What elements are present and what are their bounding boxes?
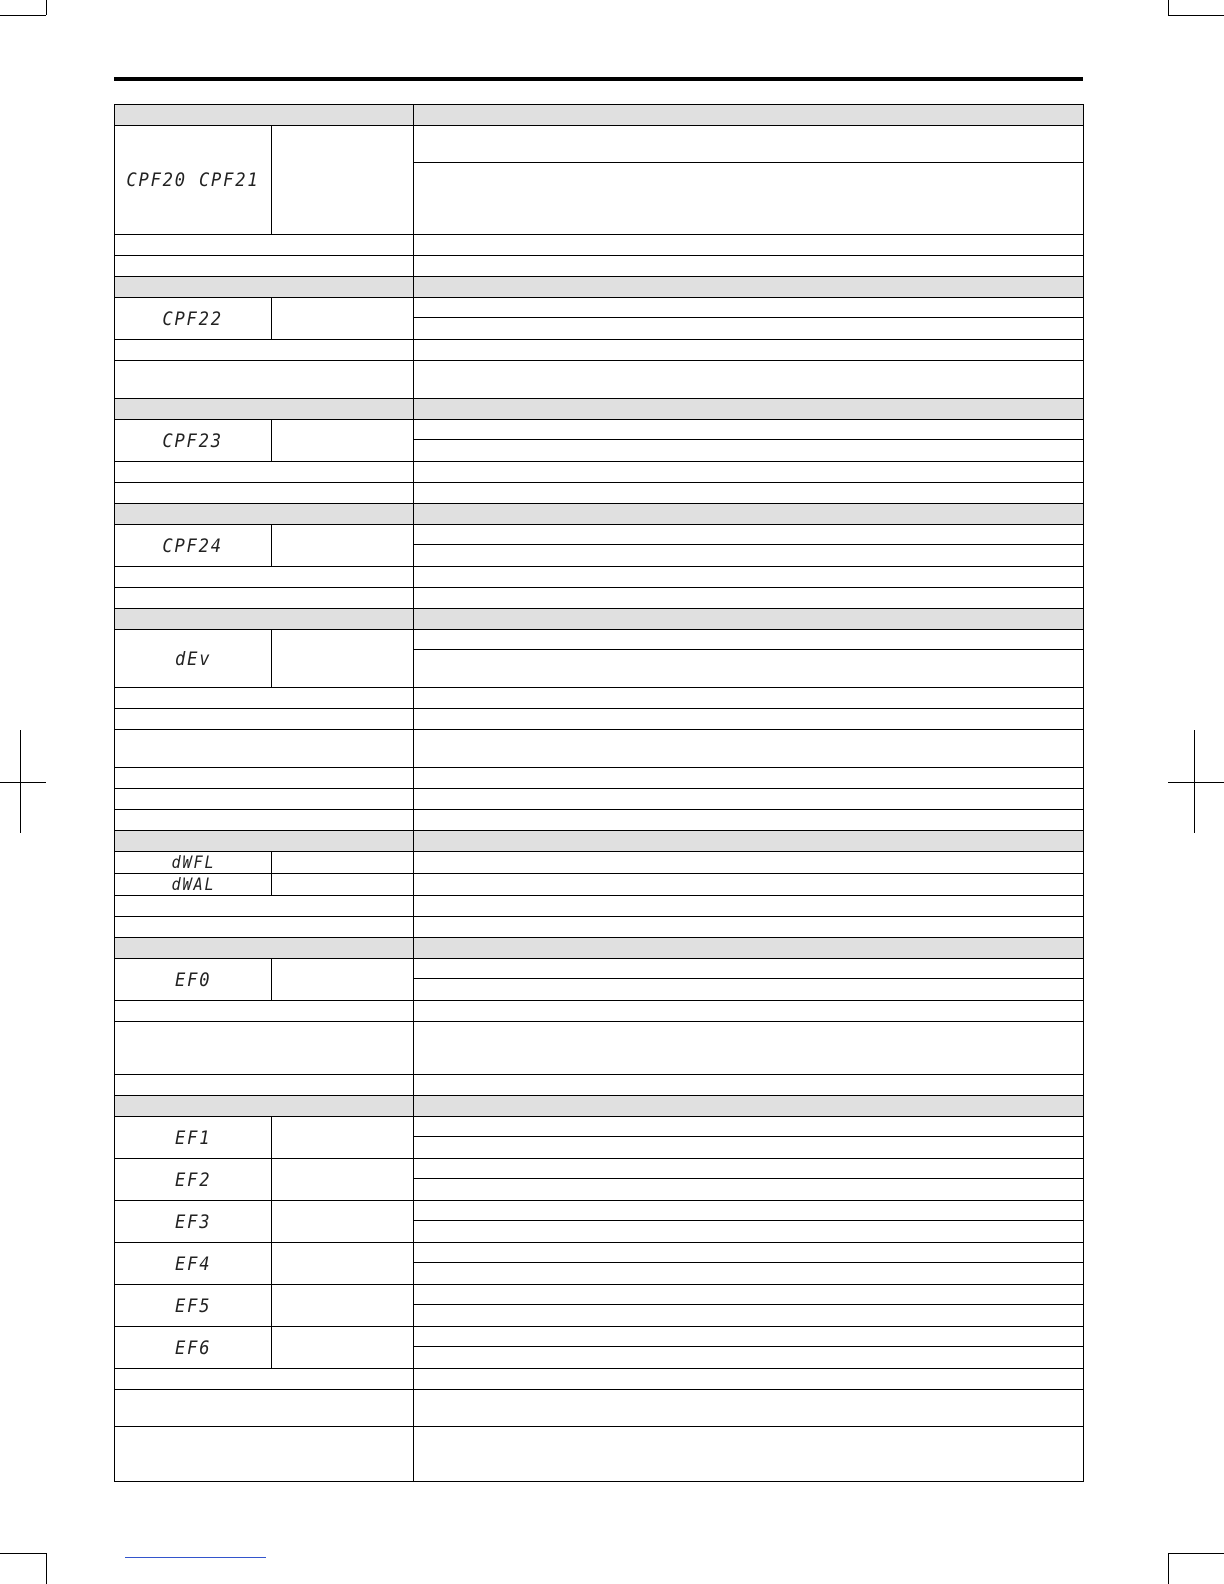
cause-row — [115, 688, 1084, 709]
fault-code-display: EF0 — [174, 968, 212, 991]
cause-row — [115, 896, 1084, 917]
fault-row — [115, 525, 1084, 567]
cause-row — [115, 340, 1084, 361]
section-header-row — [115, 609, 1084, 630]
crop-mark — [46, 1553, 47, 1584]
fault-code-display: EF6 — [174, 1336, 212, 1359]
fault-code-display: dWFL — [170, 852, 216, 873]
fault-code-display: dWAL — [170, 874, 216, 895]
section-header-row — [115, 277, 1084, 298]
cause-row — [115, 730, 1084, 768]
fault-code-display: EF4 — [174, 1252, 212, 1275]
crop-mark — [1168, 1553, 1169, 1584]
table-header-row — [115, 105, 1084, 126]
cause-row — [115, 588, 1084, 609]
cause-row — [115, 361, 1084, 399]
fault-code-display: EF3 — [174, 1210, 212, 1233]
crop-mark — [46, 0, 47, 15]
fault-code-display: EF2 — [174, 1168, 212, 1191]
crop-mark — [1168, 1553, 1224, 1554]
fault-code-display: dEv — [174, 647, 212, 670]
footer-link-underline[interactable] — [125, 1557, 266, 1558]
cause-row — [115, 917, 1084, 938]
cause-row — [115, 1427, 1084, 1482]
cause-row — [115, 235, 1084, 256]
cause-row — [115, 1390, 1084, 1427]
section-header-row — [115, 831, 1084, 852]
cause-row — [115, 768, 1084, 789]
fault-row — [115, 1159, 1084, 1201]
cause-row — [115, 709, 1084, 730]
crop-mark — [1194, 730, 1195, 833]
fault-row — [115, 852, 1084, 874]
fault-row — [115, 126, 1084, 235]
crop-mark — [1168, 782, 1224, 783]
fault-table — [114, 104, 1084, 1482]
crop-mark — [0, 1553, 46, 1554]
fault-row — [115, 298, 1084, 340]
cause-row — [115, 256, 1084, 277]
fault-row — [115, 1201, 1084, 1243]
fault-row — [115, 1285, 1084, 1327]
fault-row — [115, 1117, 1084, 1159]
section-header-row — [115, 938, 1084, 959]
cause-row — [115, 1369, 1084, 1390]
crop-mark — [20, 730, 21, 833]
fault-row — [115, 1243, 1084, 1285]
fault-code-display: CPF22 — [162, 307, 224, 330]
fault-code-display: CPF20 CPF21 — [126, 169, 260, 191]
cause-row — [115, 1075, 1084, 1096]
section-header-row — [115, 504, 1084, 525]
fault-row — [115, 630, 1084, 688]
fault-code-display: CPF24 — [162, 534, 224, 557]
crop-mark — [0, 782, 46, 783]
header-rule — [114, 77, 1083, 81]
fault-row — [115, 874, 1084, 896]
cause-row — [115, 789, 1084, 810]
fault-row — [115, 420, 1084, 462]
section-header-row — [115, 1096, 1084, 1117]
cause-row — [115, 567, 1084, 588]
cause-row — [115, 462, 1084, 483]
fault-code-display: CPF23 — [162, 429, 224, 452]
fault-row — [115, 1327, 1084, 1369]
crop-mark — [1168, 15, 1224, 16]
crop-mark — [1168, 0, 1169, 15]
fault-code-display: EF1 — [174, 1126, 212, 1149]
cause-row — [115, 810, 1084, 831]
fault-code-display: EF5 — [174, 1294, 212, 1317]
section-header-row — [115, 399, 1084, 420]
cause-row — [115, 483, 1084, 504]
crop-mark — [0, 15, 46, 16]
fault-row — [115, 959, 1084, 1001]
cause-row — [115, 1022, 1084, 1075]
cause-row — [115, 1001, 1084, 1022]
